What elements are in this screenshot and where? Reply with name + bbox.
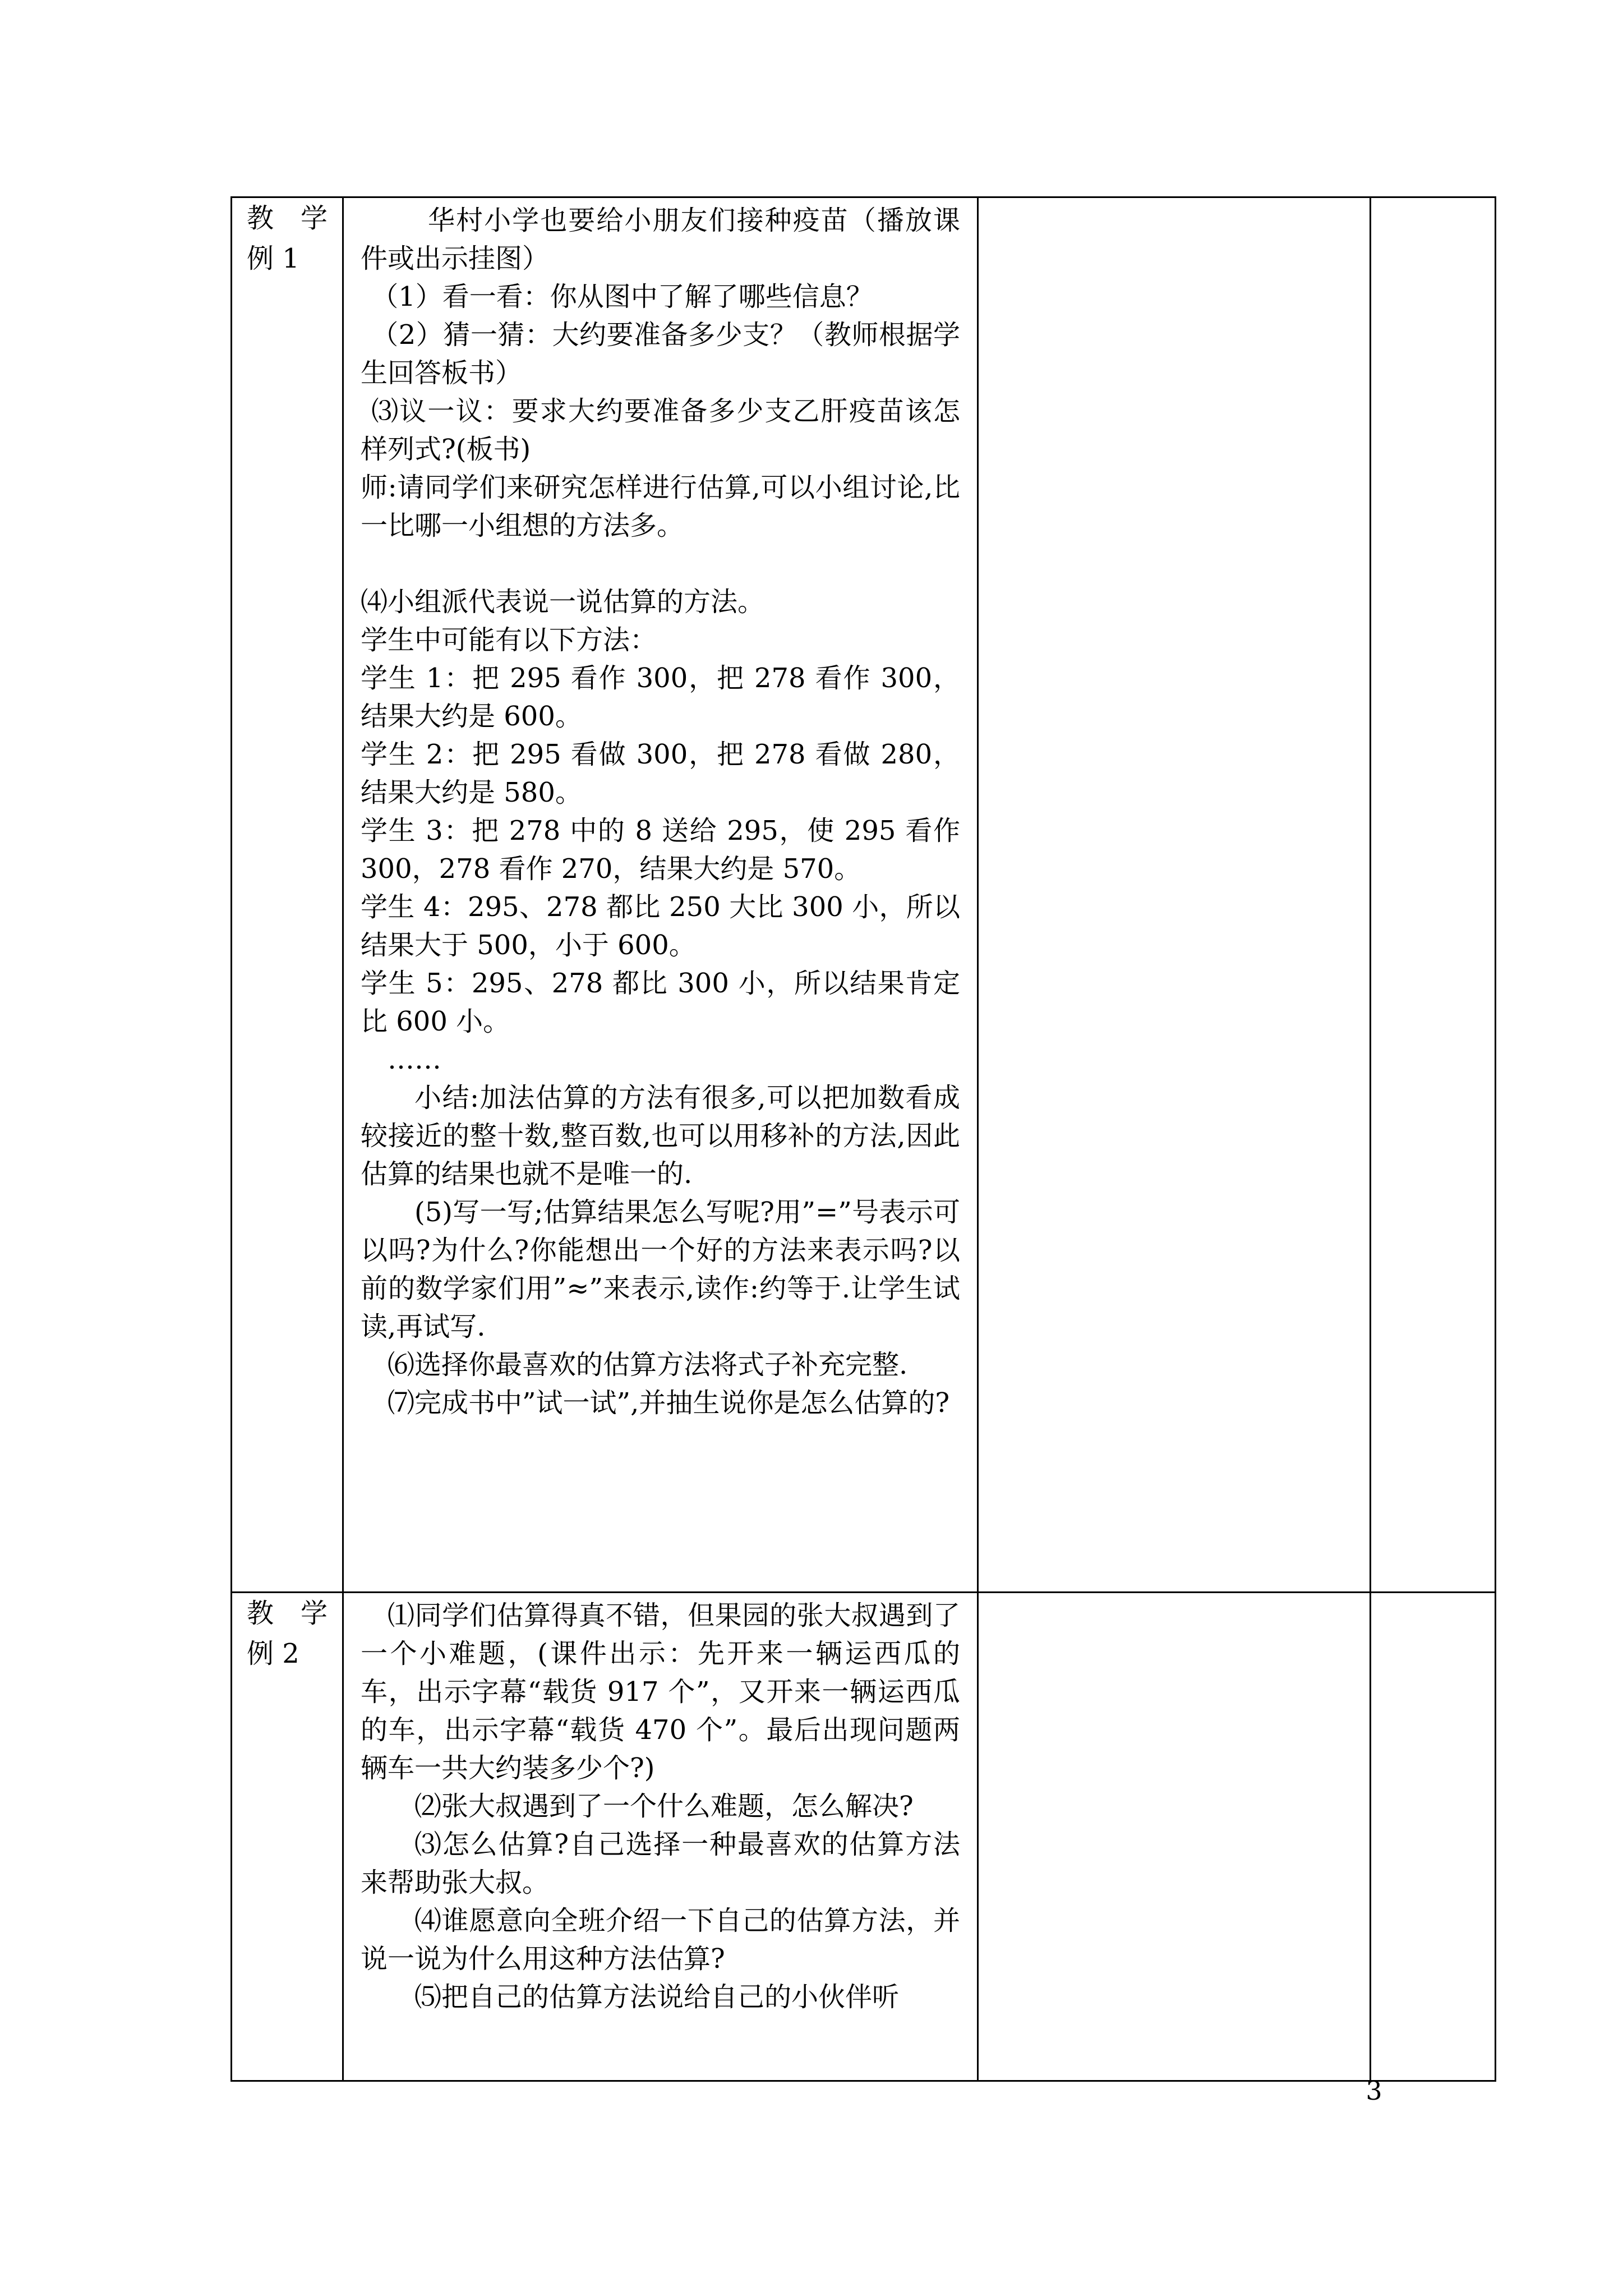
- label-line: 例 1: [247, 243, 299, 274]
- paragraph: ⑺完成书中”试一试”,并抽生说你是怎么估算的?: [388, 1387, 950, 1419]
- paragraph: ……: [388, 1044, 441, 1075]
- blank-cell: [978, 1593, 1371, 2081]
- paragraph: 学生 4：295、278 都比 250 大比 300 小，所以结果大于 500，小于 600。: [361, 891, 960, 961]
- paragraph: （1）看一看：你从图中了解了哪些信息？: [371, 281, 873, 312]
- blank-cell: [1371, 197, 1496, 1593]
- paragraph: ⑵张大叔遇到了一个什么难题，怎么解决?: [414, 1791, 914, 1822]
- table-row-example-1: [232, 197, 1496, 1593]
- paragraph: 华村小学也要给小朋友们接种疫苗（播放课件或出示挂图）: [361, 205, 960, 274]
- content-cell: [343, 197, 978, 1593]
- page-number: 3: [1366, 2076, 1382, 2106]
- paragraph: ⑶议一议：要求大约要准备多少支乙肝疫苗该怎样列式?(板书): [361, 395, 960, 465]
- paragraph: 小结:加法估算的方法有很多,可以把加数看成较接近的整十数,整百数,也可以用移补的方法,因此估算的结果也就不是唯一的.: [361, 1082, 960, 1190]
- paragraph: （2）猜一猜：大约要准备多少支？（教师根据学生回答板书）: [361, 319, 960, 389]
- paragraph: ⑷小组派代表说一说估算的方法。: [361, 586, 765, 618]
- label-char: 教: [247, 203, 274, 234]
- lesson-plan-table: [230, 196, 1496, 2082]
- paragraph: ⑷谁愿意向全班介绍一下自己的估算方法，并说一说为什么用这种方法估算?: [361, 1905, 960, 1975]
- table-row-example-2: [232, 1593, 1496, 2081]
- paragraph: ⑸把自己的估算方法说给自己的小伙伴听: [414, 1981, 900, 2013]
- paragraph: 学生 1：把 295 看作 300，把 278 看作 300，结果大约是 600。: [361, 662, 960, 732]
- blank-cell: [1371, 1593, 1496, 2081]
- paragraph: ⑹选择你最喜欢的估算方法将式子补充完整.: [388, 1349, 908, 1381]
- row-label-cell: [232, 1593, 343, 2081]
- paragraph: ⑴同学们估算得真不错，但果园的张大叔遇到了一个小难题，(课件出示：先开来一辆运西瓜的车，出示字幕“载货 917 个”，又开来一辆运西瓜的车，出示字幕“载货 470 个”。最后出现问题两辆车一共大约装多少个?): [361, 1600, 960, 1784]
- row-label-cell: [232, 197, 343, 1593]
- paragraph: 学生 2：把 295 看做 300，把 278 看做 280，结果大约是 580。: [361, 739, 960, 808]
- label-char: 学: [300, 203, 328, 234]
- blank-line: [361, 545, 960, 583]
- paragraph: 师:请同学们来研究怎样进行估算,可以小组讨论,比一比哪一小组想的方法多。: [361, 472, 960, 541]
- paragraph: 学生 5：295、278 都比 300 小，所以结果肯定比 600 小。: [361, 968, 960, 1037]
- paragraph: (5)写一写;估算结果怎么写呢?用”=”号表示可以吗?为什么?你能想出一个好的方法来表示吗?以前的数学家们用”≈”来表示,读作:约等于.让学生试读,再试写.: [361, 1197, 960, 1342]
- label-line: 例 2: [247, 1638, 299, 1669]
- label-char: 学: [300, 1598, 328, 1629]
- paragraph: 学生中可能有以下方法：: [361, 624, 657, 656]
- content-cell: [343, 1593, 978, 2081]
- blank-cell: [978, 197, 1371, 1593]
- label-char: 教: [247, 1598, 274, 1629]
- paragraph: 学生 3：把 278 中的 8 送给 295，使 295 看作 300，278 看作 270，结果大约是 570。: [361, 815, 960, 885]
- paragraph: ⑶怎么估算?自己选择一种最喜欢的估算方法来帮助张大叔。: [361, 1829, 960, 1898]
